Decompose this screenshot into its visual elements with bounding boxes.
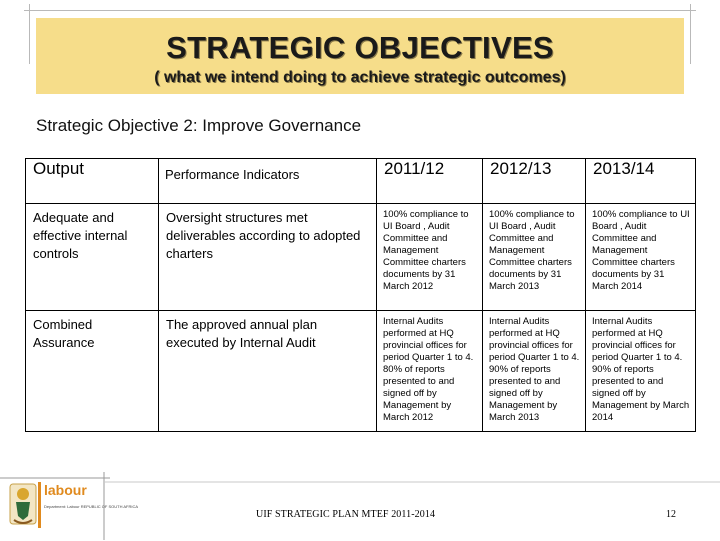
indicator-cell: Oversight structures met deliverables according to adopted charters bbox=[159, 204, 377, 311]
page-number: 12 bbox=[666, 509, 676, 520]
title-banner bbox=[36, 18, 684, 94]
right-frame-line bbox=[690, 4, 691, 64]
header-2013-14: 2013/14 bbox=[586, 159, 696, 204]
department-logo bbox=[8, 480, 139, 536]
target-2013-cell: 100% compliance to UI Board , Audit Committee and Management Committee charters documents by 31 March 2014 bbox=[586, 204, 696, 311]
target-2011-cell: Internal Audits performed at HQ provincial offices for period Quarter 1 to 4. 80% of reports presented to and signed off by Management by March 2012 bbox=[377, 311, 483, 432]
target-2012-cell: 100% compliance to UI Board , Audit Committee and Management Committee charters documents by 31 March 2013 bbox=[483, 204, 586, 311]
objectives-table bbox=[25, 158, 696, 432]
table-header-row bbox=[26, 159, 696, 204]
left-frame-line bbox=[29, 4, 30, 64]
header-2011-12: 2011/12 bbox=[377, 159, 483, 204]
page-title: STRATEGIC OBJECTIVES bbox=[166, 30, 554, 65]
output-cell: Combined Assurance bbox=[26, 311, 159, 432]
logo-text: labour bbox=[44, 482, 87, 498]
output-cell: Adequate and effective internal controls bbox=[26, 204, 159, 311]
page-subtitle: ( what we intend doing to achieve strategic outcomes) bbox=[154, 69, 566, 86]
header-performance-indicators: Performance Indicators bbox=[159, 159, 377, 204]
target-2013-cell: Internal Audits performed at HQ provincial offices for period Quarter 1 to 4. 90% of reports presented to and signed off by Management by March 2014 bbox=[586, 311, 696, 432]
target-2011-cell: 100% compliance to UI Board , Audit Committee and Management Committee charters documents by 31 March 2012 bbox=[377, 204, 483, 311]
table-row bbox=[26, 204, 696, 311]
coat-of-arms-icon bbox=[8, 480, 139, 536]
header-output: Output bbox=[26, 159, 159, 204]
section-heading: Strategic Objective 2: Improve Governance bbox=[36, 116, 362, 135]
table-row bbox=[26, 311, 696, 432]
header-2012-13: 2012/13 bbox=[483, 159, 586, 204]
footer-plan-text: UIF STRATEGIC PLAN MTEF 2011-2014 bbox=[256, 509, 436, 520]
logo-subtext: Department: Labour REPUBLIC OF SOUTH AFRICA bbox=[44, 504, 139, 509]
top-frame-line bbox=[24, 10, 696, 11]
target-2012-cell: Internal Audits performed at HQ provincial offices for period Quarter 1 to 4. 90% of reports presented to and signed off by Management by March 2013 bbox=[483, 311, 586, 432]
indicator-cell: The approved annual plan executed by Internal Audit bbox=[159, 311, 377, 432]
